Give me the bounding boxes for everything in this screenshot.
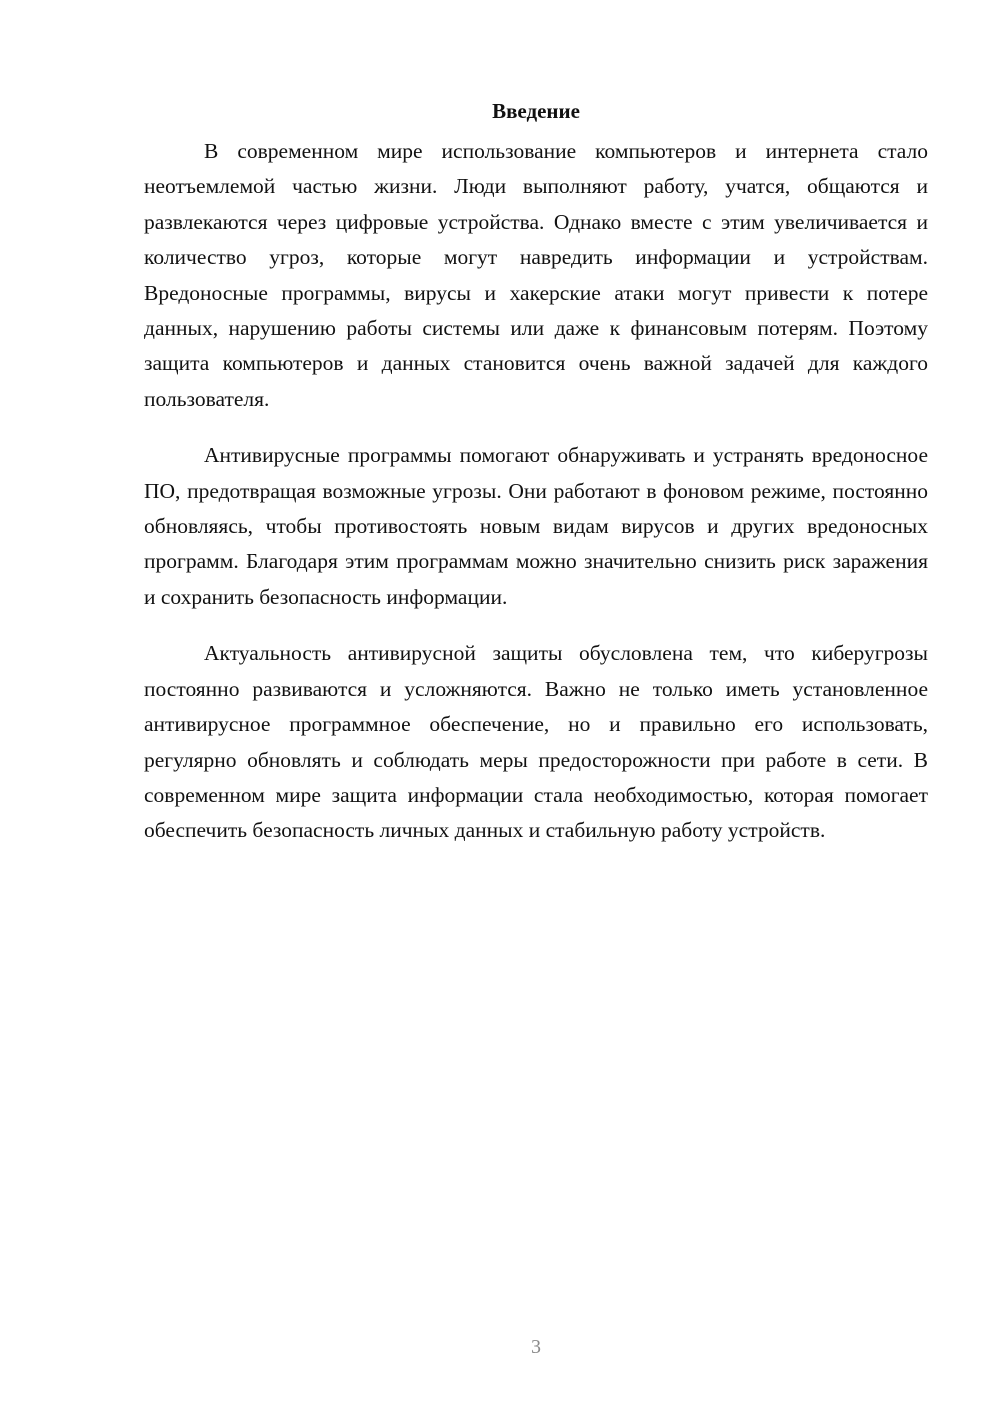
paragraph-2: Антивирусные программы помогают обнаруживать и устранять вредоносное ПО, предотвращая возможные угрозы. Они работают в фоновом режиме, постоянно обновляясь, чтобы противостоять новым видам вирусов и других вредоносных программ. Благодаря этим программам можно значительно снизить риск заражения и сохранить безопасность информации.	[144, 443, 928, 609]
paragraph-3: Актуальность антивирусной защиты обусловлена тем, что киберугрозы постоянно развиваются и усложняются. Важно не только иметь установленное антивирусное программное обеспечение, но и правильно его использовать, регулярно обновлять и соблюдать меры предосторожности при работе в сети. В современном мире защита информации стала необходимостью, которая помогает обеспечить безопасность личных данных и стабильную работу устройств.	[144, 641, 928, 843]
paragraph-1: В современном мире использование компьютеров и интернета стало неотъемлемой частью жизни. Люди выполняют работу, учатся, общаются и развлекаются через цифровые устройства. Однако вместе с этим увеличивается и количество угроз, которые могут навредить информации и устройствам. Вредоносные программы, вирусы и хакерские атаки могут привести к потере данных, нарушению работы системы или даже к финансовым потерям. Поэтому защита компьютеров и данных становится очень важной задачей для каждого пользователя.	[144, 139, 928, 411]
section-title: Введение	[492, 99, 580, 123]
page-number: 3	[531, 1336, 541, 1358]
page-content	[144, 94, 928, 870]
